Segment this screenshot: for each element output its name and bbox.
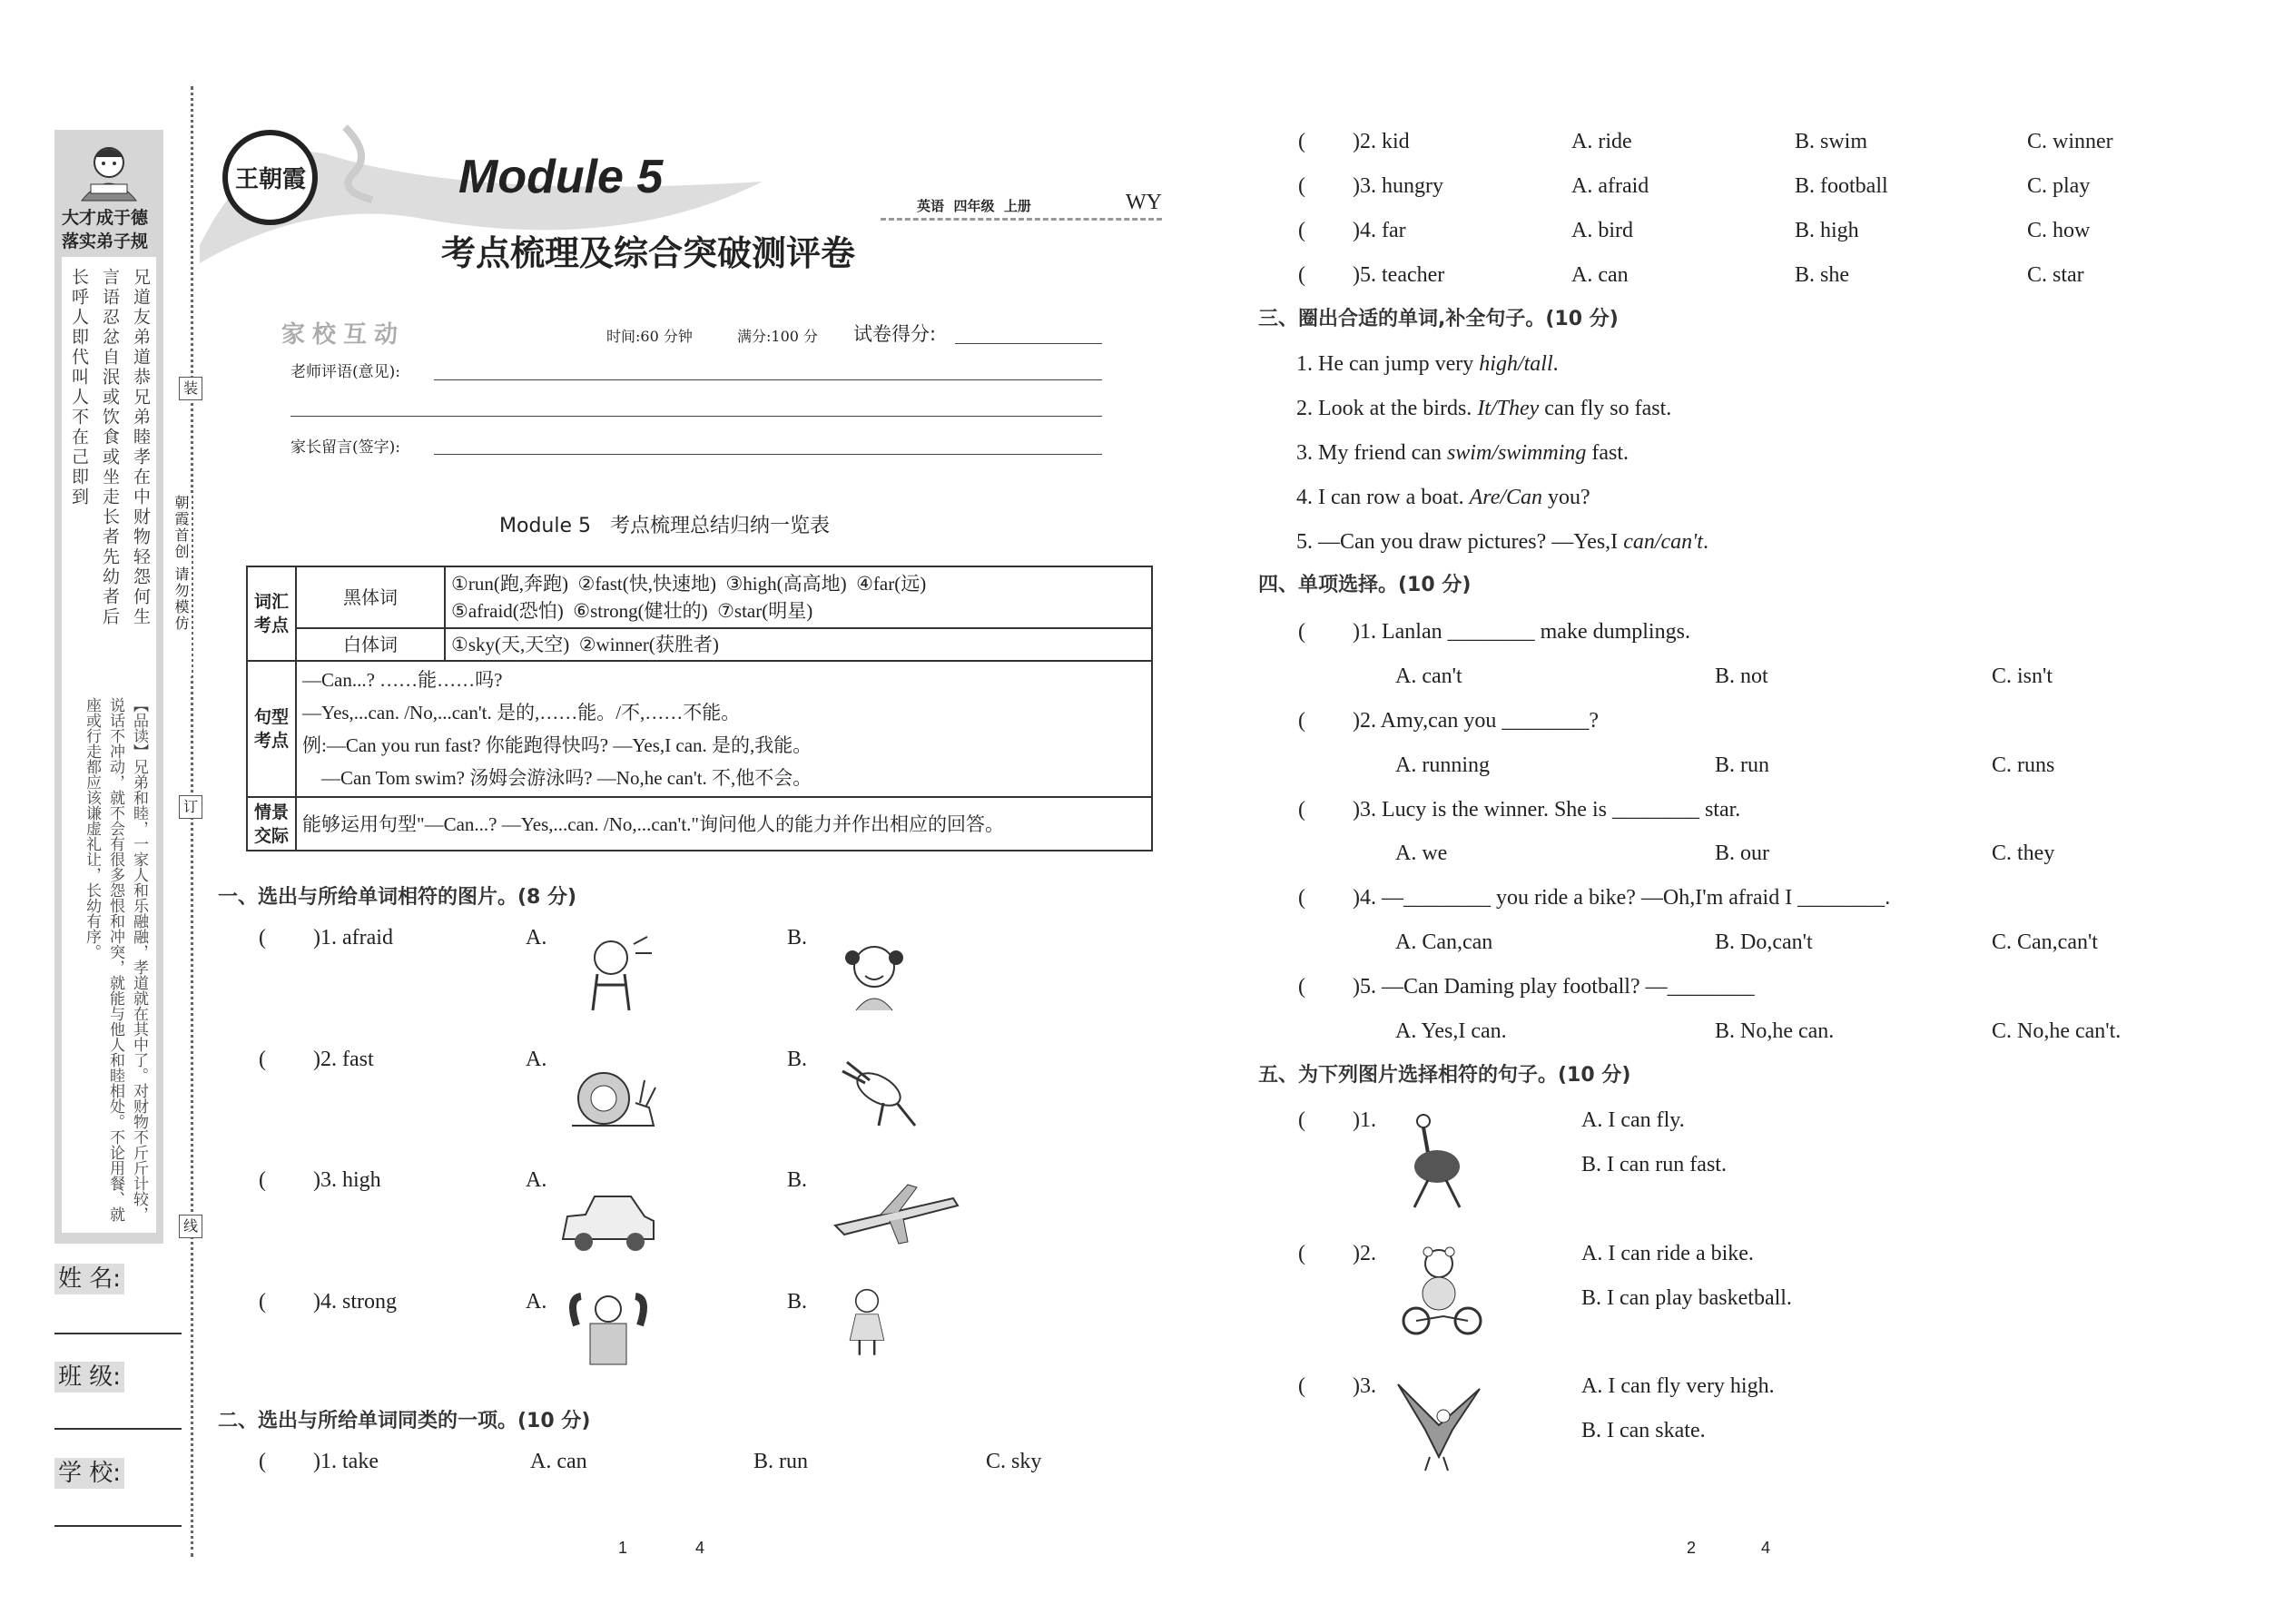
option-c[interactable]: C. No,he can't.: [1992, 1019, 2122, 1043]
situation-cell: 能够运用句型"—Can...? —Yes,...can. /No,...can't."询问他人的能力并作出相应的回答。: [296, 797, 1152, 851]
fill-sentence: [1296, 484, 1590, 511]
question: )1. Lanlan ________ make dumplings.: [1353, 620, 1690, 644]
word-choice[interactable]: It/They: [1477, 397, 1540, 420]
vocab-category: 词汇考点: [247, 566, 296, 661]
item-label: )1.: [1353, 1108, 1376, 1132]
answer-paren[interactable]: (: [1298, 174, 1305, 198]
situation-category: 情景交际: [247, 797, 296, 851]
exam-time: 时间:60 分钟: [606, 328, 693, 345]
motto-line-2: 落实弟子规: [62, 231, 149, 251]
section2-title: 二、选出与所给单词同类的一项。(10 分): [218, 1410, 591, 1432]
little-girl-picture: [817, 1284, 917, 1366]
option-c[interactable]: C. star: [2027, 263, 2084, 287]
option-a[interactable]: A. afraid: [1571, 174, 1649, 198]
option-b[interactable]: B. she: [1795, 263, 1849, 287]
fill-sentence: [1296, 439, 1629, 467]
option-a[interactable]: A. can: [530, 1450, 587, 1473]
option-b[interactable]: B.: [787, 1048, 808, 1071]
word-choice[interactable]: Are/Can: [1469, 486, 1543, 509]
exam-subtitle: 考点梳理及综合突破测评卷: [441, 232, 856, 273]
option-c[interactable]: C. play: [2027, 174, 2091, 198]
question: )4. —________ you ride a bike? —Oh,I'm afraid I ________.: [1353, 886, 1891, 910]
option-b[interactable]: B. not: [1715, 664, 1768, 688]
option-c[interactable]: C. sky: [986, 1450, 1042, 1473]
option-a[interactable]: A. Can,can: [1395, 930, 1493, 954]
answer-paren[interactable]: (: [1298, 620, 1305, 644]
header-dashed-divider: [881, 218, 1162, 221]
option-b[interactable]: B. No,he can.: [1715, 1019, 1835, 1043]
option-b[interactable]: B.: [787, 926, 808, 950]
binding-mark-xian: 线: [179, 1215, 202, 1238]
strong-man-picture: [558, 1289, 658, 1371]
module-title: Module 5: [458, 151, 664, 203]
word-choice[interactable]: high/tall: [1479, 352, 1553, 376]
plain-words-cell: ①sky(天,天空) ②winner(获胜者): [445, 628, 1152, 661]
sentence-category: 句型考点: [247, 661, 296, 797]
class-field-label: 班 级:: [54, 1358, 124, 1392]
option-b[interactable]: B. high: [1795, 219, 1859, 242]
ostrich-picture: [1387, 1112, 1487, 1212]
sentence-text: fast.: [1586, 441, 1629, 465]
option-b[interactable]: B. I can run fast.: [1581, 1153, 1727, 1176]
poem-commentary: [62, 688, 156, 1233]
option-c[interactable]: C. winner: [2027, 130, 2113, 153]
summary-table: [246, 566, 1153, 851]
section5-title: 五、为下列图片选择相符的句子。(10 分): [1258, 1064, 1631, 1087]
motto-line-1: 大才成于德: [62, 208, 149, 228]
word-choice[interactable]: can/can't: [1623, 530, 1703, 554]
answer-paren[interactable]: (: [1298, 219, 1305, 242]
option-a[interactable]: A. Yes,I can.: [1395, 1019, 1507, 1043]
question: )5. —Can Daming play football? —________: [1353, 975, 1755, 999]
item-label: )2. fast: [313, 1048, 374, 1071]
page-total-left: 4: [695, 1539, 705, 1557]
binding-dotted-line: [191, 86, 193, 1557]
teacher-comment-label: 老师评语(意见):: [290, 363, 400, 381]
bold-words-line: ⑤afraid(恐怕) ⑥strong(健壮的) ⑦star(明星): [451, 600, 813, 622]
sentence-cell: [296, 661, 1152, 797]
answer-paren[interactable]: (: [1298, 263, 1305, 287]
answer-paren[interactable]: (: [1298, 1374, 1305, 1398]
poem-column: 言语忍忿自泯或饮食或坐走长者先幼者后: [100, 268, 120, 627]
item-label: )3.: [1353, 1374, 1376, 1398]
answer-paren[interactable]: (: [259, 1168, 266, 1192]
sentence-line: —Yes,...can. /No,...can't. 是的,……能。/不,……不能。: [302, 702, 741, 723]
option-a[interactable]: A. running: [1395, 753, 1490, 777]
word-choice[interactable]: swim/swimming: [1446, 441, 1587, 465]
sentence-line: 例:—Can you run fast? 你能跑得快吗? —Yes,I can. 是的,我能。: [302, 734, 812, 756]
answer-paren[interactable]: (: [259, 1290, 266, 1314]
school-field-line[interactable]: [54, 1525, 182, 1527]
scholar-mascot-icon: [74, 139, 143, 202]
bear-riding-bike-picture: [1393, 1244, 1493, 1339]
bold-words-label: 黑体词: [296, 566, 445, 628]
section3-title: 三、圈出合适的单词,补全句子。(10 分): [1258, 308, 1619, 330]
question: )2. Amy,can you ________?: [1353, 709, 1600, 733]
poem-column: 长呼人即代叫人不在己即到: [69, 268, 89, 507]
airplane-picture: [826, 1171, 962, 1253]
question: )3. Lucy is the winner. She is ________ star.: [1353, 798, 1741, 822]
option-b[interactable]: B. our: [1715, 842, 1769, 865]
page-total-right: 4: [1761, 1539, 1771, 1557]
sentence-text: 1. He can jump very: [1296, 352, 1480, 376]
answer-paren[interactable]: (: [1298, 975, 1305, 999]
car-picture: [558, 1180, 658, 1262]
poem-column: 兄道友弟道恭兄弟睦孝在中财物轻怨何生: [131, 268, 151, 627]
binding-mark-ding: 订: [179, 795, 202, 819]
option-b[interactable]: B. Do,can't: [1715, 930, 1813, 954]
sentence-text: 5. —Can you draw pictures? —Yes,I: [1296, 530, 1624, 554]
sentence-text: 4. I can row a boat.: [1296, 486, 1470, 509]
teacher-comment-line[interactable]: [434, 379, 1102, 380]
option-a[interactable]: A.: [526, 1048, 547, 1071]
running-rabbit-picture: [829, 1048, 929, 1130]
answer-paren[interactable]: (: [1298, 1108, 1305, 1132]
bold-words-cell: [445, 566, 1152, 628]
answer-paren[interactable]: (: [1298, 886, 1305, 910]
option-c[interactable]: C. runs: [1992, 753, 2055, 777]
section1-title: 一、选出与所给单词相符的图片。(8 分): [218, 886, 577, 909]
option-b[interactable]: B. run: [1715, 753, 1769, 777]
sentence-text: 3. My friend can: [1296, 441, 1447, 465]
sentence-text: .: [1552, 352, 1559, 376]
bold-words-line: ①run(跑,奔跑) ②fast(快,快速地) ③high(高高地) ④far(远): [451, 573, 927, 595]
page-number-right: 2: [1687, 1539, 1697, 1557]
item-label: )5. teacher: [1353, 263, 1445, 287]
option-b[interactable]: B. football: [1795, 174, 1888, 198]
fill-sentence: [1296, 350, 1559, 378]
sentence-line: —Can...? ……能……吗?: [302, 669, 503, 691]
item-label: )2. kid: [1353, 130, 1410, 153]
answer-paren[interactable]: (: [259, 1048, 266, 1071]
edition-tag: WY: [1126, 191, 1162, 214]
home-school-banner: 家校互动: [281, 321, 406, 349]
copyright-note: 朝霞首创 请勿模仿: [171, 495, 192, 676]
teacher-comment-line-2[interactable]: [290, 416, 1102, 417]
answer-paren[interactable]: (: [259, 1450, 266, 1473]
option-c[interactable]: C. how: [2027, 219, 2091, 242]
option-a[interactable]: A. can't: [1395, 664, 1462, 688]
sentence-text: you?: [1542, 486, 1590, 509]
option-a[interactable]: A. I can ride a bike.: [1581, 1242, 1754, 1265]
option-c[interactable]: C. they: [1992, 842, 2055, 865]
answer-paren[interactable]: (: [1298, 709, 1305, 733]
parent-message-line[interactable]: [434, 454, 1102, 455]
item-label: )1. take: [313, 1450, 379, 1473]
option-a[interactable]: A. I can fly.: [1581, 1108, 1685, 1132]
option-b[interactable]: B. swim: [1795, 130, 1868, 153]
binding-mark-zhuang: 装: [179, 377, 202, 400]
item-label: )3. hungry: [1353, 174, 1443, 198]
item-label: )1. afraid: [313, 926, 393, 950]
fill-sentence: [1296, 528, 1708, 556]
smiling-girl-picture: [829, 930, 929, 1012]
option-a[interactable]: A. can: [1571, 263, 1629, 287]
sentence-text: 2. Look at the birds.: [1296, 397, 1478, 420]
school-field-label: 学 校:: [54, 1454, 124, 1488]
score-label: 试卷得分:: [853, 323, 937, 345]
item-label: )3. high: [313, 1168, 381, 1192]
option-a[interactable]: A. we: [1395, 842, 1448, 865]
option-c[interactable]: C. isn't: [1992, 664, 2053, 688]
answer-paren[interactable]: (: [259, 926, 266, 950]
parent-message-label: 家长留言(签字):: [290, 438, 400, 457]
snail-picture: [563, 1053, 663, 1135]
name-field-label: 姓 名:: [54, 1260, 124, 1294]
publisher-logo: [222, 130, 318, 225]
plain-words-label: 白体词: [296, 628, 445, 661]
sentence-text: .: [1702, 530, 1708, 554]
option-b[interactable]: B. I can skate.: [1581, 1419, 1706, 1442]
option-a[interactable]: A. I can fly very high.: [1581, 1374, 1775, 1398]
section4-title: 四、单项选择。(10 分): [1258, 574, 1472, 596]
sentence-line: —Can Tom swim? 汤姆会游泳吗? —No,he can't. 不,他不会。: [302, 767, 812, 789]
eagle-picture: [1389, 1375, 1489, 1475]
option-a[interactable]: A. bird: [1571, 219, 1633, 242]
option-a[interactable]: A.: [526, 1168, 547, 1192]
class-field-line[interactable]: [54, 1428, 182, 1430]
option-a[interactable]: A.: [526, 926, 547, 950]
fill-sentence: [1296, 395, 1671, 422]
option-b[interactable]: B.: [787, 1168, 808, 1192]
option-b[interactable]: B.: [787, 1290, 808, 1314]
scared-boy-picture: [570, 930, 670, 1012]
score-field-line[interactable]: [955, 343, 1102, 344]
answer-paren[interactable]: (: [1298, 1242, 1305, 1265]
answer-paren[interactable]: (: [1298, 798, 1305, 822]
summary-table-title: Module 5 考点梳理总结归纳一览表: [499, 515, 830, 537]
sentence-text: can fly so fast.: [1539, 397, 1672, 420]
name-field-line[interactable]: [54, 1333, 182, 1334]
option-a[interactable]: A. ride: [1571, 130, 1632, 153]
course-tag: 英语 四年级 上册: [917, 198, 1031, 214]
option-a[interactable]: A.: [526, 1290, 547, 1314]
full-score: 满分:100 分: [737, 328, 819, 345]
answer-paren[interactable]: (: [1298, 130, 1305, 153]
commentary-text: 【品读】兄弟和睦，一家人和乐融融，孝道就在其中了。对财物不斤斤计较，说话不冲动，就不会有很多怨恨和冲突，就能与他人和睦相处。不论用餐、就座或行走都应该谦虚礼让，长幼有序。: [83, 697, 148, 1222]
item-label: )4. far: [1353, 219, 1406, 242]
logo-text: 王朝霞: [235, 166, 307, 193]
item-label: )2.: [1353, 1242, 1376, 1265]
item-label: )4. strong: [313, 1290, 397, 1314]
option-c[interactable]: C. Can,can't: [1992, 930, 2098, 954]
page-number-left: 1: [618, 1539, 628, 1557]
option-b[interactable]: B. I can play basketball.: [1581, 1286, 1792, 1310]
option-b[interactable]: B. run: [753, 1450, 808, 1473]
sidebar-panel: [54, 130, 163, 1244]
